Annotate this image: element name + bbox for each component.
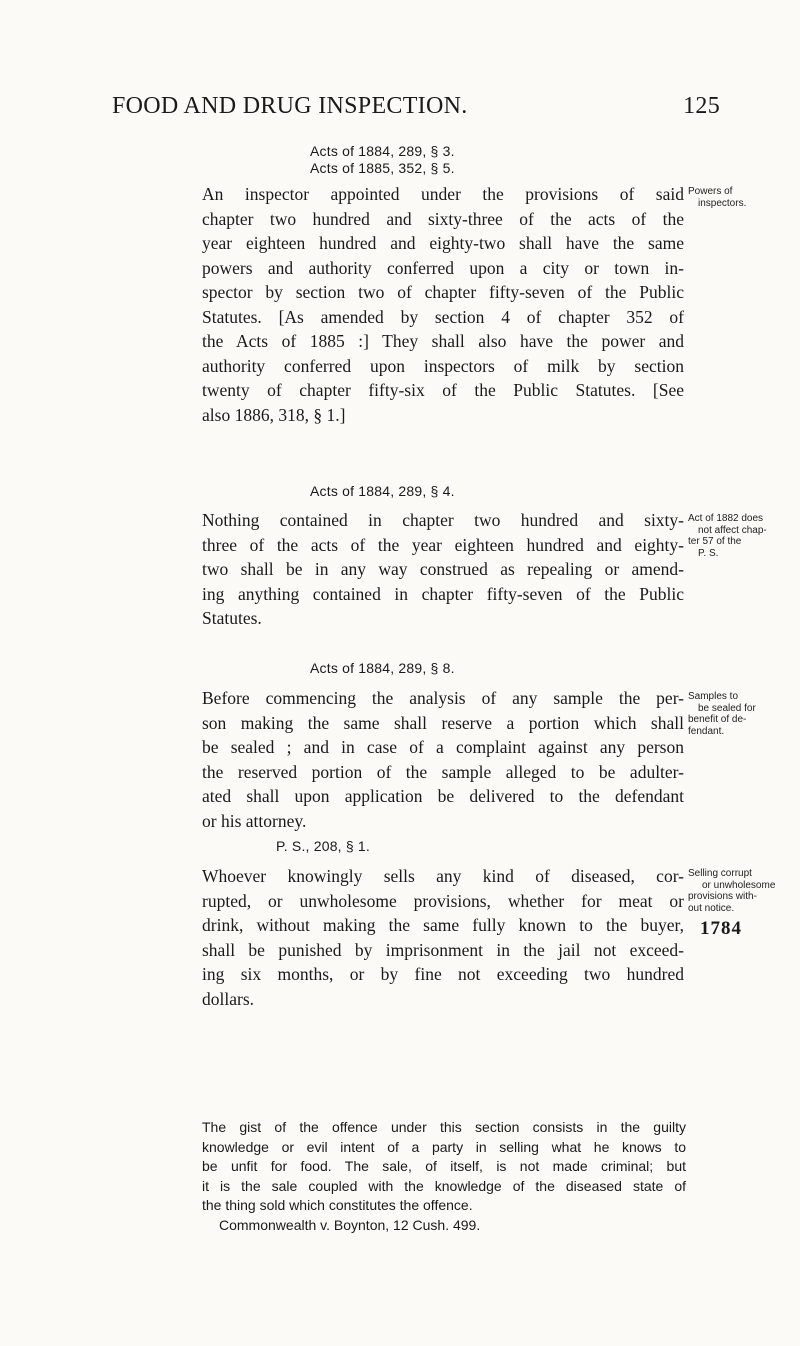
text-line: spector by section two of chapter fifty-seven of the Public: [202, 282, 684, 302]
margin-note-line: fendant.: [688, 725, 725, 737]
text-line: An inspector appointed under the provisions of said: [202, 184, 684, 204]
statute-paragraph: [202, 182, 684, 427]
margin-note-line: Powers of: [688, 186, 733, 197]
text-line: twenty of chapter fifty-six of the Public Statutes. [See: [202, 380, 684, 400]
margin-note: [688, 186, 788, 209]
annotation-line: the thing sold which constitutes the offence.: [202, 1197, 473, 1213]
margin-note: [688, 868, 788, 914]
text-line: authority conferred upon inspectors of milk by section: [202, 355, 684, 376]
text-line: powers and authority conferred upon a city or town in-: [202, 257, 684, 278]
text-line: three of the acts of the year eighteen hundred and eighty-: [202, 534, 684, 555]
margin-note-line: not affect chap-: [698, 524, 767, 536]
margin-year: 1784: [700, 918, 742, 939]
margin-note-line: Samples to: [688, 691, 739, 702]
text-line: Statutes. [As amended by section 4 of chapter 352 of: [202, 306, 684, 327]
margin-note-line: ter 57 of the: [688, 536, 742, 547]
statute-paragraph: [202, 686, 684, 833]
text-line: ing anything contained in chapter fifty-seven of the Public: [202, 583, 684, 604]
text-line: the Acts of 1885 :] They shall also have the power and: [202, 331, 684, 351]
text-line: Statutes.: [202, 608, 262, 628]
text-line: two shall be in any way construed as repealing or amend-: [202, 559, 684, 579]
case-citation: Commonwealth v. Boynton, 12 Cush. 499.: [219, 1216, 481, 1233]
annotation: [202, 1118, 686, 1235]
text-line: also 1886, 318, § 1.]: [202, 404, 346, 425]
text-line: chapter two hundred and sixty-three of the acts of the: [202, 208, 684, 229]
text-line: Before commencing the analysis of any sample the per-: [202, 688, 684, 708]
margin-note-line: Act of 1882 does: [688, 513, 764, 524]
annotation-line: knowledge or evil intent of a party in selling what he knows to: [202, 1138, 686, 1155]
margin-note-line: benefit of de-: [688, 714, 747, 725]
text-line: Nothing contained in chapter two hundred and sixty-: [202, 510, 684, 530]
text-line: rupted, or unwholesome provisions, whether for meat or: [202, 890, 684, 911]
text-line: ing six months, or by fine not exceeding two hundred: [202, 964, 684, 984]
section-citation: P. S., 208, § 1.: [276, 838, 371, 854]
margin-note-line: P. S.: [698, 547, 719, 559]
margin-note-line: inspectors.: [698, 197, 747, 209]
statute-paragraph: [202, 864, 684, 1011]
margin-note: [688, 513, 788, 559]
text-line: year eighteen hundred and eighty-two shall have the same: [202, 233, 684, 253]
page-number: 125: [683, 93, 720, 119]
text-line: son making the same shall reserve a portion which shall: [202, 712, 684, 733]
section-citation: Acts of 1885, 352, § 5.: [310, 160, 455, 176]
annotation-line: be unfit for food. The sale, of itself, is not made criminal; but: [202, 1158, 686, 1174]
margin-note-line: or unwholesome: [702, 879, 776, 891]
text-line: dollars.: [202, 988, 255, 1009]
text-line: be sealed ; and in case of a complaint against any person: [202, 737, 684, 757]
section-citation: Acts of 1884, 289, § 3.: [310, 143, 455, 159]
margin-note-line: out notice.: [688, 902, 735, 914]
statute-paragraph: [202, 508, 684, 631]
running-head-title: FOOD AND DRUG INSPECTION.: [112, 93, 468, 119]
section-citation: Acts of 1884, 289, § 8.: [310, 660, 455, 676]
text-line: ated shall upon application be delivered to the defendant: [202, 786, 684, 806]
annotation-line: it is the sale coupled with the knowledge of the diseased state of: [202, 1177, 686, 1194]
margin-note-line: be sealed for: [698, 702, 756, 714]
text-line: Whoever knowingly sells any kind of diseased, cor-: [202, 866, 684, 886]
text-line: the reserved portion of the sample alleged to be adulter-: [202, 761, 684, 782]
margin-note-line: provisions with-: [688, 891, 757, 902]
annotation-line: The gist of the offence under this section consists in the guilty: [202, 1119, 686, 1135]
margin-note-line: Selling corrupt: [688, 868, 752, 879]
text-line: or his attorney.: [202, 810, 307, 831]
text-line: shall be punished by imprisonment in the jail not exceed-: [202, 939, 684, 960]
section-citation: Acts of 1884, 289, § 4.: [310, 483, 455, 499]
text-line: drink, without making the same fully known to the buyer,: [202, 915, 684, 935]
margin-note: [688, 691, 788, 737]
